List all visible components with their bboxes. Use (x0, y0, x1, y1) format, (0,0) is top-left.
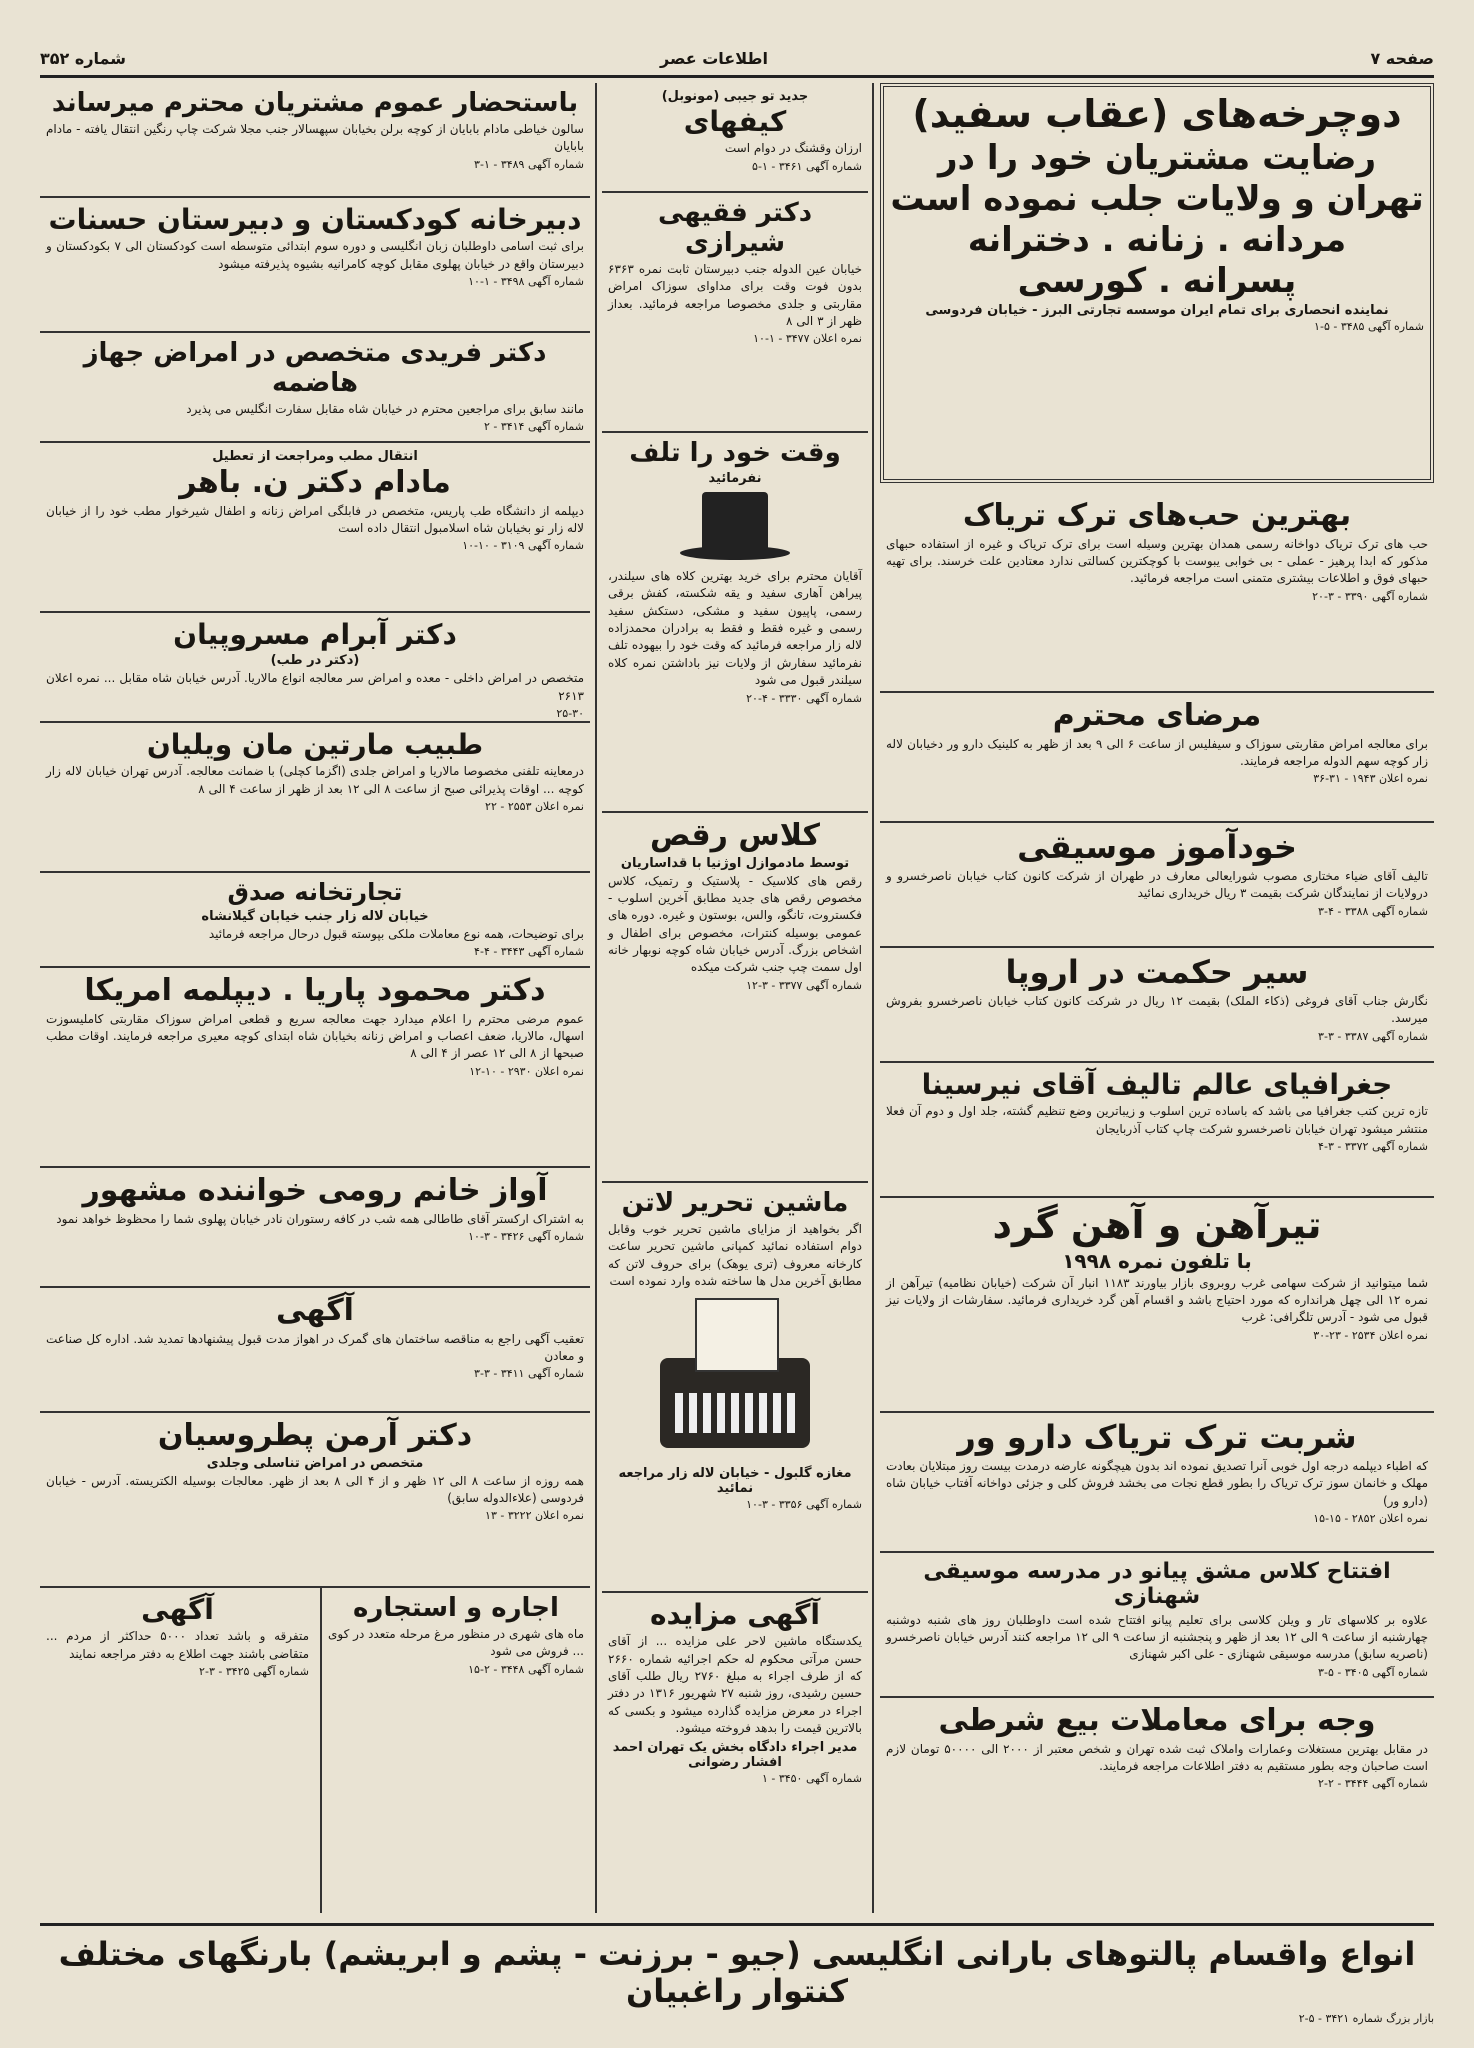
ad-ref: نمره اعلان ۲۸۵۲ - ۱۵-۱۵ (1313, 1511, 1428, 1525)
right-column (880, 83, 1434, 1913)
ad-top-hats (602, 433, 868, 813)
ad-title: دکتر آرمن پطروسیان (157, 1418, 473, 1453)
ad-ref: شماره آگهی ۳۴۸۵ - ۵-۱ (1314, 320, 1424, 334)
ad-ref: شماره آگهی ۳۴۵۰ - ۱ (761, 1771, 862, 1785)
ad-ref: نمره اعلان ۲۹۳۰ - ۱۰-۱۲ (469, 1064, 584, 1078)
ad-body: یکدستگاه ماشین لاحر علی مزایده ... از آقای حسن مرآتی محکوم له حکم اجرائیه شماره ۲۶۶۰ که از طرف اجراء به مبلغ ۲۷۶۰ ریال طلب آقای حسین رشیدی، روز شنبه ۲۷ شهریور ۱۳۱۶ در دفتر اجراء در معرض مزایده گذارده میشود و بکسی که بالاترین قیمت را بدهد فروخته میشود. (608, 1634, 862, 1736)
issue-number: شماره ۳۵۲ (40, 49, 126, 68)
left-column (40, 83, 590, 1913)
ad-ref: شماره آگهی ۳۴۴۸ - ۲-۱۵ (468, 1662, 584, 1676)
ad-title: شربت ترک تریاک دارو ور (957, 1418, 1357, 1456)
ad-line: تهران و ولایات جلب نموده است (890, 178, 1424, 219)
page-header (40, 45, 1434, 78)
ad-body: برای توضیحات، همه نوع معاملات ملکی بپوسته قبول درحال مراجعه فرمائید (208, 926, 584, 941)
top-hat-illustration (680, 492, 790, 562)
ad-title: کیفهای (683, 105, 787, 138)
ad-ref: شماره آگهی ۳۴۲۶ - ۳-۱۰ (468, 1229, 584, 1243)
ad-body: رقص های کلاسیک - پلاستیک و رتمیک، کلاس مخصوص رقص های جدید مطابق آخرین اسلوب - فکستروت، تانگو، والس، بوستون و غیره. دوره های عمومی بوسیله کنترات، مخصوص برای اطفال و اشخاص بزرگ. آدرس خیابان شاه کوچه نوبهار خانه اول سمت چپ جنب شرکت میکده (608, 873, 862, 975)
ad-body: دیپلمه از دانشگاه طب پاریس، متخصص در فابلگی امراض زنانه و اطفال شیرخوار مطب خود را از خیابان لاله زار نو بخیابان شاه اسلامبول انتقال داده است (46, 503, 584, 535)
ad-ref: ۲۵-۳۰ (556, 706, 584, 720)
ad-title: مرضای محترم (1052, 698, 1262, 733)
ad-title: دکتر محمود پاریا . دیپلمه امریکا (84, 973, 546, 1008)
ad-body: اگر بخواهید از مزایای ماشین تحریر خوب وقابل دوام استفاده نمائید کمپانی ماشین تحریر ساعت کارخانه معروف (تری یوهک) برای حروف لاتن که مطابق آخرین مدل ها ساخته شده وارد نموده است (608, 1221, 862, 1289)
ad-ref: شماره آگهی ۳۴۲۵ - ۳-۲ (199, 1664, 309, 1678)
ad-kindergarten (40, 198, 590, 333)
ad-title: خودآموز موسیقی (1017, 828, 1297, 866)
ad-line: پسرانه . کورسی (1017, 260, 1297, 301)
ad-ref: نمره اعلان ۱۹۴۳ - ۳۱-۳۶ (1313, 772, 1428, 786)
ad-subtitle: (دکتر در طب) (270, 653, 360, 669)
typewriter-illustration (650, 1298, 820, 1458)
ad-dr-faridi (40, 333, 590, 443)
ad-body: عموم مرضی محترم را اعلام میدارد جهت معالجه سریع و قطعی امراض سوزاک مقاربتی کاملیسوزت اسهال، مالاریا، ضعف اعصاب و امراض زنانه بخیابان شاه ابتدای کوچه معیری مراجعه فرمایند. اوقات مطب صبحها از ۸ الی ۱۲ عصر از ۴ الی ۸ (46, 1011, 584, 1061)
ad-body: تازه ترین کتب جغرافیا می باشد که باساده ترین اسلوب و زیباترین وضع تنظیم گشته، جلد اول و دوم آن فعلا منتشر میشود تهران خیابان ناصرخسرو شرکت چاپ کتاب آذربایجان (886, 1104, 1428, 1136)
ad-body: همه روزه از ساعت ۸ الی ۱۲ ظهر و از ۴ الی ۸ بعد از ظهر. معالجات بوسیله الکتریسته. آدرس - خیابان فردوسی (علاءالدوله سابق) (46, 1473, 585, 1505)
ad-ref: نمره اعلان ۲۵۳۴ - ۲۳-۳۰ (1313, 1328, 1428, 1342)
middle-column (602, 83, 868, 1913)
ad-notice-land (40, 1588, 315, 1913)
ad-title: وجه برای معاملات بیع شرطی (938, 1703, 1376, 1738)
ad-body: شما میتوانید از شرکت سهامی غرب روبروی بازار بیاورند ۱۱۸۳ انبار آن شرکت (خیابان نظامیه) تیرآهن از نمره ۱۲ الی چهل هرانداره که مورد احتیاج باشد و اقسام آهن گرد خریداری فرمائید. سفارشات از ولایات نیز قبول می شود - آدرس تلگرافی: غرب (886, 1275, 1428, 1325)
ad-body: متفرقه و باشد تعداد ۵۰۰۰ حداکثر از مردم ... متقاضی باشند جهت اطلاع به دفتر مراجعه نمایند (46, 1629, 309, 1661)
ad-rent-lease (320, 1588, 590, 1913)
ad-subtitle: جدید تو جیبی (مونوبل) (661, 89, 809, 104)
ad-ref: شماره آگهی ۳۳۵۶ - ۳-۱۰ (746, 1498, 862, 1512)
ad-body: تالیف آقای ضیاء مختاری مصوب شورایعالی معارف در طهران از شرکت کانون کتاب خیابان ناصرخسرو و درولایات از نمایندگان شرکت بقیمت ۳ ریال خریداری نمائید (886, 868, 1428, 901)
ad-body: در مقابل بهترین مستغلات وعمارات واملاک ثبت شده تهران و شخص معتبر از ۲۰۰۰ الی ۵۰۰۰۰ تومان لازم است صاحبان وجه بطور مستقیم به دفتر اطلاعات مراجعه فرمایند. (886, 1741, 1429, 1773)
ad-title: بهترین حب‌های ترک تریاک (962, 498, 1352, 533)
ad-body: که اطباء دیپلمه درجه اول خوبی آنرا تصدیق نموده اند بدون هیچگونه عارضه درمدت بیست روز مبتلایان بعادت مهلک و خانمان سوز ترک تریاک را بطور قطع نجات می بخشد فروش کلی و جزئی دواخانه آفتاب خیابان شاه (دارو ور) (886, 1458, 1428, 1508)
ad-title: مادام دکتر ن. باهر (179, 465, 451, 500)
ad-title: آواز خانم رومی خواننده مشهور (82, 1173, 548, 1208)
ad-madam-babayan (40, 83, 590, 198)
ad-body: نماینده انحصاری برای تمام ایران موسسه تجارتی البرز - خیابان فردوسی (925, 303, 1389, 319)
ad-ref: شماره آگهی ۳۴۴۴ - ۲-۲ (1318, 1777, 1428, 1791)
ad-body: ماه های شهری در منظور مرغ مرحله متعدد در کوی ... فروش می شود (328, 1626, 584, 1659)
ad-ref: شماره آگهی ۳۳۳۰ - ۴-۲۰ (746, 691, 862, 705)
ad-auction (602, 1593, 868, 1913)
ad-title: کلاس رقص (650, 818, 820, 853)
ad-philosophy-europe (880, 948, 1434, 1063)
ad-ref: شماره آگهی ۳۴۶۱ - ۱-۵ (752, 159, 862, 173)
ad-title: دوچرخه‌های (عقاب سفید) (912, 92, 1402, 136)
ad-body: تعقیب آگهی راجع به مناقصه ساختمان های گمرک در اهواز مدت قبول پیشنهادها تمدید شد. اداره کل صناعت و معادن (46, 1331, 584, 1363)
ad-line: رضایت مشتریان خود را در (937, 137, 1377, 178)
ad-body: درمعاینه تلفنی مخصوصا مالاریا و امراض جلدی (اگزما کچلی) با ضمانت معالجه. آدرس تهران خیابان لاله زار کوچه ... اوقات پذیرائی صبح از ساعت ۸ الی ۱۲ بعد از ظهر از ساعت ۴ الی ۸ (46, 764, 584, 796)
ad-title: آگهی مزایده (649, 1598, 820, 1631)
ad-opium-pills (880, 493, 1434, 693)
ad-conditional-sale (880, 1698, 1434, 1916)
ad-ref: شماره آگهی ۳۳۷۷ - ۳-۱۲ (746, 978, 862, 992)
newspaper-page (40, 45, 1434, 2025)
ad-music-tutor (880, 823, 1434, 948)
ad-ref: شماره آگهی ۳۳۹۰ - ۳-۲۰ (1312, 589, 1428, 603)
ad-dear-patients (880, 693, 1434, 823)
ad-title: تجارتخانه صدق (227, 878, 403, 906)
ad-subtitle: انتقال مطب ومراجعت از تعطیل (212, 449, 418, 464)
ad-ref: شماره آگهی ۳۴۱۴ - ۲ (483, 420, 584, 434)
ad-bags (602, 83, 868, 193)
ad-ref: نمره اعلان ۲۵۵۳ - ۲۲ (485, 799, 584, 813)
ad-title: طبیب مارتین مان ویلیان (146, 728, 484, 761)
ad-notice-customs (40, 1288, 590, 1413)
ad-ref: شماره آگهی ۳۳۷۲ - ۳-۴ (1318, 1139, 1428, 1153)
ad-title: آگهی (141, 1593, 214, 1626)
ad-body: علاوه بر کلاسهای تار و ویلن کلاسی برای تعلیم پیانو افتتاح شده است داوطلبان روز های شنبه دوشنبه چهارشنبه از ساعت ۹ الی ۱۲ بعد از ظهر و پنجشنبه از ساعت ۹ الی ۱۲ مراجعه کنند آدرس خیابان ناصرخسرو (ناصریه سابق) مدرسه موسیقی شهنازی - علی اکبر شهنازی (886, 1612, 1429, 1662)
ad-ref: شماره آگهی ۳۴۸۹ - ۱-۳ (474, 157, 584, 171)
ad-title: افتتاح کلاس مشق پیانو در مدرسه موسیقی شهنازی (923, 1559, 1391, 1610)
ad-ref: شماره آگهی ۳۳۸۷ - ۳-۳ (1318, 1029, 1428, 1043)
ad-dance-class (602, 813, 868, 1183)
ad-title: جغرافیای عالم تالیف آقای نیرسینا (921, 1068, 1393, 1101)
ad-subtitle: متخصص در امراض تناسلی وجلدی (206, 1455, 424, 1471)
footer-ref: بازار بزرگ شماره ۳۴۲۱ - ۵-۲ (1298, 2011, 1434, 2025)
ad-body: آقایان محترم برای خرید بهترین کلاه های سیلندر، پیراهن آهاری سفید و یقه شکسته، کفش برقی رسمی، پاپیون سفید و مشکی، دستکش سفید رسمی و غیره فقط و فقط به برادران محمدزاده لاله زار مراجعه فرمائید که وقت خود را بیهوده تلف نفرمائید سفارش از ولایات نیز باداشتن نمره کلاه سیلندر قبول می شود (608, 568, 862, 688)
ad-note: مغازه گلبول - خیابان لاله زار مراجعه نمائید (618, 1466, 852, 1497)
ad-body: مانند سابق برای مراجعین محترم در خیابان شاه مقابل سفارت انگلیس می پذیرد (186, 401, 584, 416)
ad-title: دبیرخانه کودکستان و دبیرستان حسنات (48, 203, 582, 236)
ad-title: آگهی (276, 1293, 354, 1328)
ad-note: مدیر اجراء دادگاه بخش یک تهران احمد افشار رضوانی (612, 1739, 858, 1770)
ad-ref: نمره اعلان ۳۲۲۲ - ۱۳ (485, 1509, 584, 1523)
ad-opium-syrup (880, 1413, 1434, 1553)
ad-madam-dr-baher (40, 443, 590, 613)
ad-subtitle: توسط مادموازل اوژنیا با قداساریان (620, 855, 850, 871)
ad-iron-beams (880, 1198, 1434, 1413)
ad-title: ماشین تحریر لاتن (621, 1188, 849, 1218)
ad-body: حب های ترک تریاک دواخانه رسمی همدان بهترین وسیله است برای ترک تریاک و غیره از استفاده حبهای مذکور که ابدا پرهیز - عملی - بی خوابی یبوست با کوچکترین کسالتی ندارد معتادین علت خرسند. برای تهیه حبهای فوق و اطلاعات بیشتری متمنی است مراجعه فرمائید. (886, 536, 1428, 586)
ad-title: دکتر آبرام مسروپیان (173, 618, 457, 651)
ad-body: برای معالجه امراض مقاربتی سوزاک و سیفلیس از ساعت ۶ الی ۹ بعد از ظهر به کلینیک دارو ور دخیابان لاله زار کوچه سهم الدوله مراجعه فرمایند. (886, 736, 1429, 768)
ad-ref: شماره آگهی ۳۳۸۸ - ۴-۳ (1318, 904, 1428, 918)
ad-title: سیر حکمت در اروپا (1005, 953, 1309, 991)
ad-body: خیابان عین الدوله جنب دبیرستان ثابت نمره ۶۳۶۳ بدون فوت وقت برای مداوای سوزاک امراض مقاربتی و جلدی مخصوصا مراجعه فرمائید. بعداز ظهر از ۳ الی ۸ (608, 261, 862, 328)
ad-dr-masropian (40, 613, 590, 723)
ad-dr-faghihi (602, 193, 868, 433)
ad-ref: نمره اعلان ۳۴۷۷ - ۱-۱۰ (753, 332, 862, 346)
footer-title: انواع واقسام پالتوهای بارانی انگلیسی (جیو - برزنت - پشم و ابریشم) بارنگهای مختلف کنتوار راغبیان (58, 1935, 1416, 2010)
ad-dr-petrosian (40, 1413, 590, 1588)
ad-typewriter (602, 1183, 868, 1593)
ad-ref: شماره آگهی ۳۴۰۵ - ۵-۳ (1318, 1665, 1428, 1679)
ad-subtitle: با تلفون نمره ۱۹۹۸ (1062, 1248, 1252, 1273)
ad-body: نگارش جناب آقای فروغی (ذکاء الملک) بقیمت ۱۲ ریال در شرکت کانون کتاب خیابان ناصرخسرو بفروش میرسد. (886, 993, 1429, 1026)
page-number: صفحه ۷ (1370, 49, 1434, 68)
bottom-left-pair (40, 1588, 590, 1913)
ad-title: وقت خود را تلف (629, 438, 841, 468)
ad-title: دکتر فریدی متخصص در امراض جهاز هاضمه (83, 338, 547, 398)
column-rule (872, 83, 874, 1913)
ad-body: برای ثبت اسامی داوطلبان زبان انگلیسی و دوره سوم ابتدائی متوسطه است کودکستان الی ۷ بکودکستان و دبیرستان واقع در خیابان پهلوی مقابل کوچه کامرانیه بشیوه پذیرفته میشود (46, 239, 584, 271)
column-rule (595, 83, 597, 1913)
ad-body: متخصص در امراض داخلی - معده و امراض سر معالجه انواع مالاریا. آدرس خیابان شاه مقابل ... نمره اعلان ۲۶۱۳ (46, 671, 584, 703)
ad-piano-class (880, 1553, 1434, 1698)
ad-ref: شماره آگهی ۳۱۰۹ - ۱۰-۱۰ (462, 539, 584, 553)
ad-title: باستحضار عموم مشتریان محترم میرساند (51, 88, 579, 118)
ad-line: مردانه . زنانه . دخترانه (967, 219, 1347, 260)
ad-title: دکتر فقیهی شیرازی (657, 198, 813, 258)
newspaper-name: اطلاعات عصر (660, 49, 768, 68)
ad-title: اجاره و استجاره (353, 1593, 559, 1623)
ad-sedgh-trading (40, 873, 590, 968)
ad-martin-man-wilyan (40, 723, 590, 873)
ad-body: ارزان وقشنگ در دوام است (724, 141, 862, 156)
ad-geography-book (880, 1063, 1434, 1198)
ad-subtitle: خیابان لاله زار جنب خیابان گیلانشاه (201, 908, 429, 924)
ad-dr-pariya (40, 968, 590, 1168)
ad-singer-roomi (40, 1168, 590, 1288)
ad-white-eagle-bicycles (880, 83, 1434, 483)
ad-ref: شماره آگهی ۳۴۴۳ - ۴-۴ (474, 944, 584, 958)
ad-ref: شماره آگهی ۳۴۹۸ - ۱-۱۰ (468, 274, 584, 288)
ad-body: به اشتراک ارکستر آقای طاطالی همه شب در کافه رستوران نادر خیابان پهلوی شما را محظوظ خواهد نمود (56, 1211, 584, 1226)
ad-ref: شماره آگهی ۳۴۱۱ - ۳-۳ (474, 1367, 584, 1381)
ad-subtitle: نفرمائید (708, 470, 762, 486)
ad-title: تیرآهن و آهن گرد (992, 1203, 1322, 1247)
footer-ad-raincoats (40, 1923, 1434, 2025)
ad-body: سالون خیاطی مادام بابایان از کوچه برلن بخیابان سپهسالار جنب مجلا شرکت چاپ رنگین انتقال یافته - مادام بابایان (46, 121, 584, 154)
